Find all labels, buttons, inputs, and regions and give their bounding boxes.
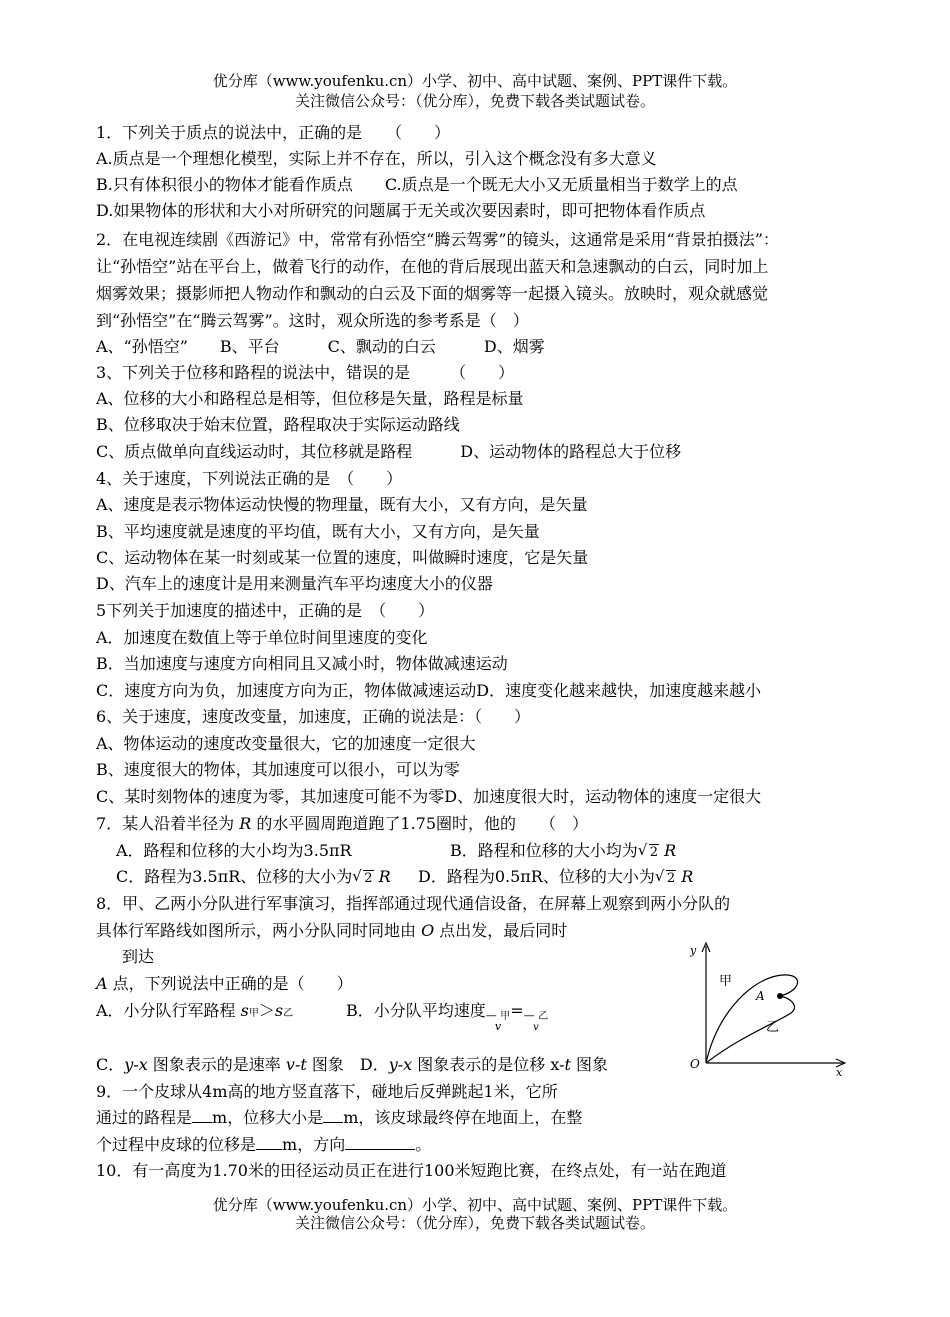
q8-line3: 到达 (122, 947, 155, 966)
q2-line1: 2．在电视连续剧《西游记》中，常常有孙悟空“腾云驾雾”的镜头，这通常是采用“背景拍摄法”： (96, 230, 779, 249)
page-footer-line2: 关注微信公众号：（优分库），免费下载各类试题试卷。 (294, 1214, 655, 1232)
q7-option-d: D．路程为0.5πR、位移的大小为 √ 2 R (418, 866, 693, 890)
q3-option-cd: C、质点做单向直线运动时，其位移就是路程 D、运动物体的路程总大于位移 (96, 442, 682, 461)
sqrt-icon: √ (654, 867, 665, 885)
figure-point-label: A (756, 989, 765, 1003)
q1-option-d: D.如果物体的形状和大小对所研究的问题属于无关或次要因素时，即可把物体看作质点 (96, 201, 706, 220)
q8-option-a: A．小分队行军路程 s甲＞s乙 (96, 1001, 294, 1020)
radius-symbol: R (239, 814, 252, 833)
q1-option-a: A.质点是一个理想化模型，实际上并不存在，所以，引入这个概念没有多大意义 (96, 149, 657, 168)
q2-options: A、“孙悟空” B、平台 C、飘动的白云 D、烟雾 (96, 337, 545, 356)
figure-path-yi-label: 乙 (766, 1020, 780, 1035)
q6-option-b: B、速度很大的物体，其加速度可以很小，可以为零 (96, 760, 460, 779)
q5-option-cd: C．速度方向为负，加速度方向为正，物体做减速运动D．速度变化越来越快，加速度越来越小 (96, 681, 762, 700)
q8-option-cd: C．y-x 图象表示的是速率 v-t 图象 D．y-x 图象表示的是位移 x-t 图象 (96, 1055, 609, 1074)
point-a-marker (777, 993, 783, 999)
q8-line4: A 点，下列说法中正确的是（ ） (96, 974, 353, 993)
mean-velocity-yi: — 乙 v (523, 1009, 549, 1033)
q2-line4: 到“孙悟空”在“腾云驾雾”。这时，观众所选的参考系是（ ） (96, 311, 529, 330)
sqrt-expression: √ 2 (352, 867, 373, 886)
figure-y-label: y (690, 944, 697, 957)
q6-option-a: A、物体运动的速度改变量很大，它的加速度一定很大 (96, 734, 476, 753)
q5-stem: 5下列关于加速度的描述中，正确的是 （ ） (96, 601, 435, 620)
answer-blank[interactable] (345, 1135, 415, 1150)
page-header-line1: 优分库（www.youfenku.cn）小学、初中、高中试题、案例、PPT课件下载。 (212, 72, 738, 90)
q8-option-b: B．小分队平均速度— 甲 v=— 乙 v (346, 1001, 549, 1033)
q7-stem: 7．某人沿着半径为 R 的水平圆周跑道跑了1.75圈时，他的 （ ） (96, 814, 589, 833)
q3-stem: 3、下列关于位移和路程的说法中，错误的是 （ ） (96, 363, 515, 382)
q5-option-b: B．当加速度与速度方向相同且又减小时，物体做减速运动 (96, 654, 508, 673)
figure-origin-label: O (690, 1057, 700, 1071)
sqrt-icon: √ (352, 867, 362, 885)
q4-option-b: B、平均速度就是速度的平均值，既有大小，又有方向，是矢量 (96, 522, 540, 541)
mean-velocity-jia: — 甲 v (485, 1009, 511, 1033)
q8-path-diagram (686, 938, 856, 1078)
q9-line3: 个过程中皮球的位移是 m，方向 。 (96, 1135, 432, 1154)
figure-path-jia-label: 甲 (719, 974, 733, 989)
q4-stem: 4、关于速度，下列说法正确的是 （ ） (96, 469, 403, 488)
sqrt-icon: √ (637, 841, 648, 859)
page-footer-line1: 优分库（www.youfenku.cn）小学、初中、高中试题、案例、PPT课件下载。 (212, 1196, 738, 1214)
q2-line2: 让“孙悟空”站在平台上，做着飞行的动作，在他的背后展现出蓝天和急速飘动的白云，同时加上 (96, 257, 769, 276)
q4-option-a: A、速度是表示物体运动快慢的物理量，既有大小，又有方向，是矢量 (96, 495, 588, 514)
page-header-line2: 关注微信公众号：（优分库），免费下载各类试题试卷。 (294, 92, 655, 110)
sqrt-expression: √ 2 (654, 867, 676, 886)
q9-line1: 9．一个皮球从4m高的地方竖直落下，碰地后反弹跳起1米，它所 (96, 1082, 558, 1101)
answer-blank[interactable] (192, 1108, 212, 1123)
q1-option-bc: B.只有体积很小的物体才能看作质点 C.质点是一个既无大小又无质量相当于数学上的点 (96, 175, 738, 194)
q4-option-d: D、汽车上的速度计是用来测量汽车平均速度大小的仪器 (96, 574, 493, 593)
q7-option-b: B．路程和位移的大小均为 √ 2 R (450, 840, 676, 864)
q8-line2: 具体行军路线如图所示，两小分队同时同地由 O 点出发，最后同时 (96, 921, 568, 940)
q3-option-b: B、位移取决于始末位置，路程取决于实际运动路线 (96, 415, 460, 434)
q10-line1: 10．有一高度为1.70米的田径运动员正在进行100米短跑比赛，在终点处，有一站在跑道 (96, 1161, 727, 1180)
figure-x-label: x (836, 1066, 843, 1078)
q2-line3: 烟雾效果；摄影师把人物动作和飘动的白云及下面的烟雾等一起摄入镜头。放映时，观众就感觉 (96, 284, 769, 303)
q7-option-c: C．路程为3.5πR、位移的大小为 √ 2 R (116, 866, 391, 890)
answer-blank[interactable] (256, 1135, 282, 1150)
q6-stem: 6、关于速度，速度改变量，加速度，正确的说法是：（ ） (96, 707, 531, 726)
q1-stem: 1．下列关于质点的说法中，正确的是 （ ） (96, 123, 451, 142)
q6-option-cd: C、某时刻物体的速度为零，其加速度可能不为零D、加速度很大时，运动物体的速度一定很大 (96, 787, 762, 806)
q8-line1: 8．甲、乙两小分队进行军事演习，指挥部通过现代通信设备，在屏幕上观察到两小分队的 (96, 894, 731, 913)
q7-option-a: A．路程和位移的大小均为3.5πR (116, 841, 352, 860)
q4-option-c: C、运动物体在某一时刻或某一位置的速度，叫做瞬时速度，它是矢量 (96, 548, 589, 567)
answer-blank[interactable] (323, 1108, 343, 1123)
q3-option-a: A、位移的大小和路程总是相等，但位移是矢量，路程是标量 (96, 389, 524, 408)
q5-option-a: A．加速度在数值上等于单位时间里速度的变化 (96, 628, 428, 647)
path-yi-curve (706, 996, 795, 1063)
sqrt-expression: √ 2 (637, 841, 659, 860)
q9-line2: 通过的路程是 m，位移大小是 m，该皮球最终停在地面上，在整 (96, 1108, 583, 1127)
